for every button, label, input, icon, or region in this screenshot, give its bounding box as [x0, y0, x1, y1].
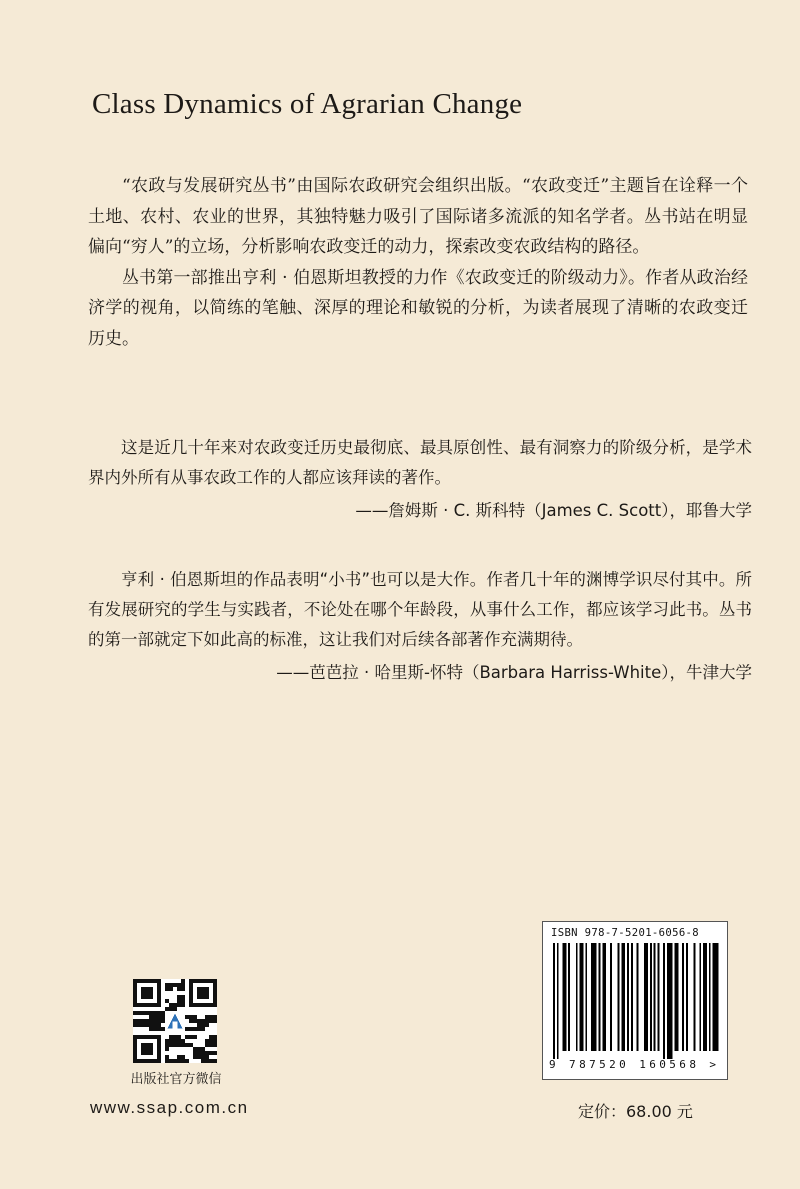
review-scott: [88, 433, 752, 526]
barcode-digits: 9 787520 160568 >: [549, 1058, 720, 1071]
review-attribution: ——芭芭拉 · 哈里斯-怀特（Barbara Harriss-White），牛津大学: [276, 663, 752, 682]
price: 定价：68.00 元: [578, 1102, 693, 1121]
barcode-icon: [547, 943, 723, 1059]
review-text: 这是近几十年来对农政变迁历史最彻底、最具原创性、最有洞察力的阶级分析，是学术界内外所有从事农政工作的人都应该拜读的著作。: [88, 438, 752, 487]
isbn-text: ISBN 978-7-5201-6056-8: [551, 927, 700, 939]
review-harriss-white: [88, 565, 752, 688]
series-introduction: [88, 171, 748, 354]
qr-caption: 出版社官方微信: [130, 1072, 222, 1087]
review-text: 亨利 · 伯恩斯坦的作品表明“小书”也可以是大作。作者几十年的渊博学识尽付其中。所有发展研究的学生与实践者，不论处在哪个年龄段，从事什么工作，都应该学习此书。丛书的第一部就定下如此高的标准，这让我们对后续各部著作充满期待。: [88, 570, 752, 649]
publisher-website[interactable]: www.ssap.com.cn: [90, 1098, 249, 1117]
book-title: Class Dynamics of Agrarian Change: [92, 88, 523, 120]
qr-code-icon[interactable]: [133, 979, 217, 1063]
intro-paragraph: “农政与发展研究丛书”由国际农政研究会组织出版。“农政变迁”主题旨在诠释一个土地、农村、农业的世界，其独特魅力吸引了国际诸多流派的知名学者。丛书站在明显偏向“穷人”的立场，分析影响农政变迁的动力，探索改变农政结构的路径。: [88, 176, 748, 257]
isbn-barcode: [542, 921, 728, 1080]
review-attribution: ——詹姆斯 · C. 斯科特（James C. Scott），耶鲁大学: [355, 501, 752, 520]
publisher-logo-icon: [165, 1011, 185, 1031]
intro-paragraph: 丛书第一部推出亨利 · 伯恩斯坦教授的力作《农政变迁的阶级动力》。作者从政治经济学的视角，以简练的笔触、深厚的理论和敏锐的分析，为读者展现了清晰的农政变迁历史。: [88, 267, 748, 349]
